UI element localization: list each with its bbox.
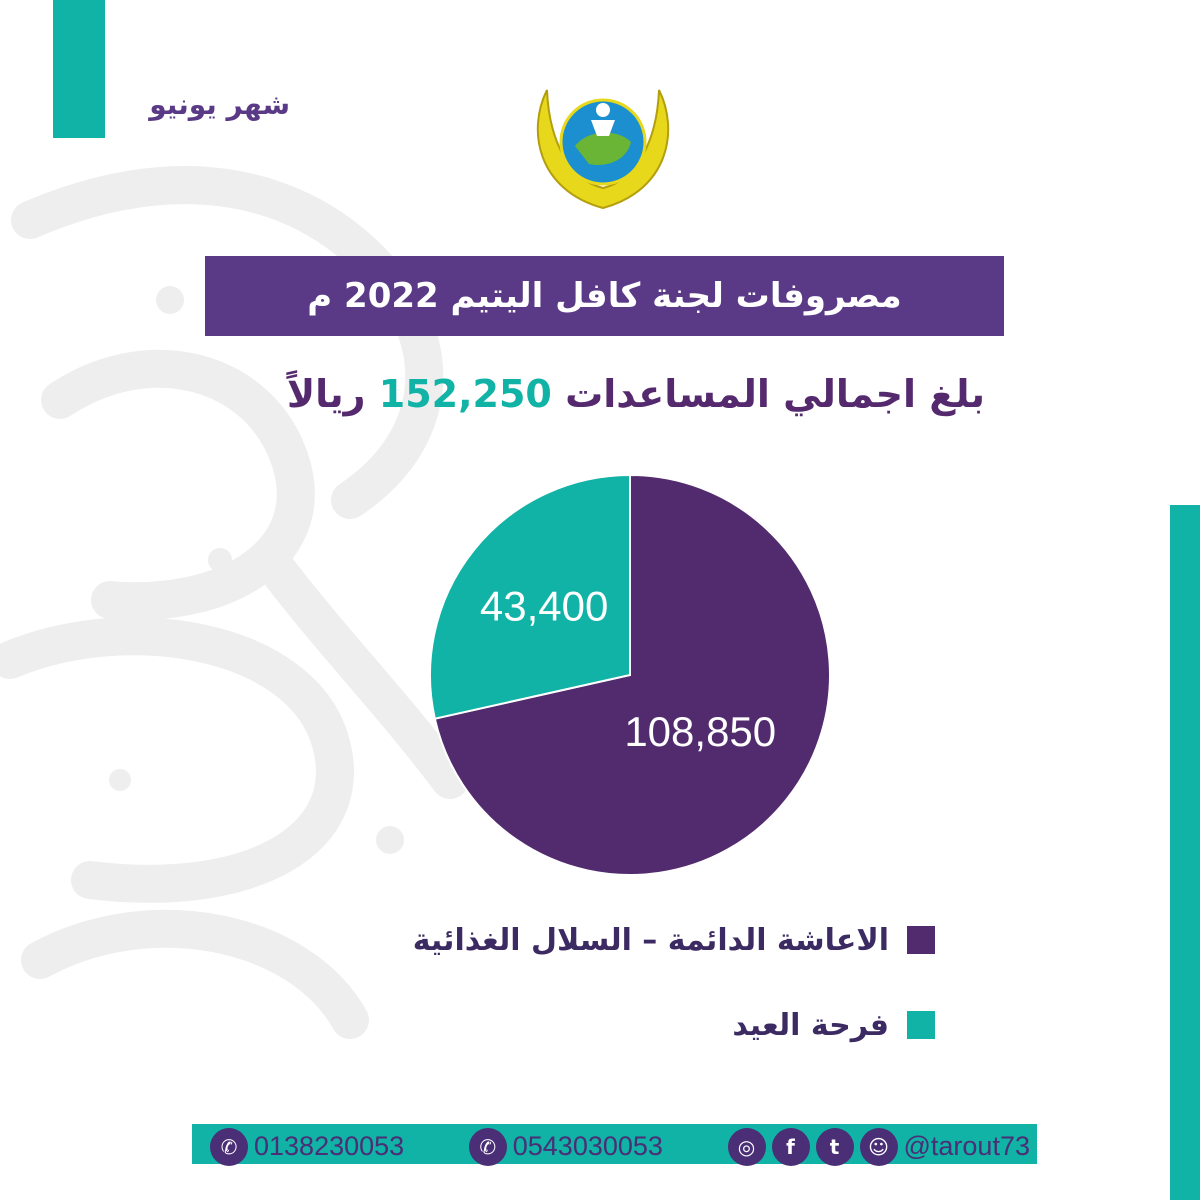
social-links <box>728 1128 1030 1166</box>
phone-icon: ✆ <box>210 1128 248 1166</box>
phone-contact[interactable] <box>210 1128 404 1166</box>
legend-label-0: الاعاشة الدائمة – السلال الغذائية <box>412 922 889 958</box>
legend-label-1: فرحة العيد <box>732 1007 889 1043</box>
social-handle: @tarout73 <box>903 1131 1030 1161</box>
summary-total: 152,250 <box>378 372 552 416</box>
total-summary <box>150 372 985 416</box>
association-logo <box>527 80 679 215</box>
summary-suffix: ريالاً <box>286 372 366 416</box>
legend-item-0 <box>330 910 935 970</box>
decorative-bar-right <box>1170 505 1200 1200</box>
whatsapp-contact[interactable] <box>469 1128 663 1166</box>
legend-swatch-0 <box>907 926 935 954</box>
legend-swatch-1 <box>907 1011 935 1039</box>
pie-data-label-0: 108,850 <box>624 707 777 755</box>
whatsapp-number: 0543030053 <box>512 1131 663 1161</box>
twitter-icon[interactable]: t <box>816 1128 854 1166</box>
footer-contacts <box>210 1124 1030 1169</box>
pie-chart <box>420 465 840 885</box>
pie-data-label-1: 43,400 <box>479 582 609 630</box>
legend-item-1 <box>330 995 935 1055</box>
title-banner <box>205 256 1004 336</box>
phone-number: 0138230053 <box>254 1131 405 1161</box>
whatsapp-icon: ✆ <box>469 1128 507 1166</box>
snapchat-icon[interactable]: ☺ <box>860 1128 898 1166</box>
chart-legend <box>330 910 935 1080</box>
page-title: مصروفات لجنة كافل اليتيم 2022 م <box>307 276 902 316</box>
month-label: شهر يونيو <box>149 88 290 121</box>
summary-prefix: بلغ اجمالي المساعدات <box>565 372 985 416</box>
facebook-icon[interactable]: f <box>772 1128 810 1166</box>
instagram-icon[interactable]: ◎ <box>728 1128 766 1166</box>
